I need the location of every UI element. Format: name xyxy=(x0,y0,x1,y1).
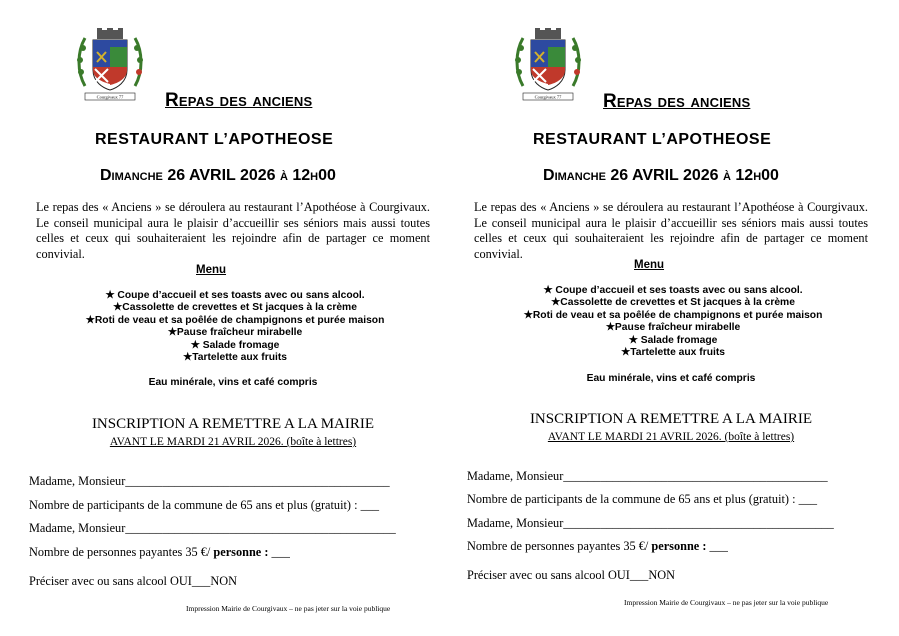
paying-field xyxy=(467,539,728,554)
inscription-title: INSCRIPTION A REMETTRE A LA MAIRIE xyxy=(529,411,813,427)
paying-label: Nombre de personnes payantes 35 €/ xyxy=(467,539,649,553)
menu-item: ★Pause fraîcheur mirabelle xyxy=(605,322,741,334)
flyer-right xyxy=(450,0,899,636)
menu-item: ★Pause fraîcheur mirabelle xyxy=(167,327,303,339)
inscription-deadline: AVANT LE MARDI 21 AVRIL 2026. (boîte à lettres) xyxy=(109,436,357,448)
menu-item: ★Cassolette de crevettes et St jacques à la crème xyxy=(113,302,357,314)
paying-blank: ___ xyxy=(706,539,728,553)
name-field-2: Madame, Monsieur____________________________________________ xyxy=(467,516,834,530)
footer-note: Impression Mairie de Courgivaux – ne pas jeter sur la voie publique xyxy=(186,604,391,613)
menu-title: Menu xyxy=(196,264,227,276)
event-date: Dimanche 26 AVRIL 2026 à 12h00 xyxy=(543,167,779,184)
menu-item: ★Roti de veau et sa poêlée de champignons et purée maison xyxy=(85,314,385,326)
menu-item: ★Tartelette aux fruits xyxy=(182,352,288,364)
name-field-1: Madame, Monsieur___________________________________________ xyxy=(467,469,828,483)
menu-item: ★Tartelette aux fruits xyxy=(620,347,726,359)
drinks-note: Eau minérale, vins et café compris xyxy=(586,373,756,384)
drinks-note: Eau minérale, vins et café compris xyxy=(148,377,318,388)
name-field-1: Madame, Monsieur___________________________________________ xyxy=(29,474,390,488)
inscription-deadline: AVANT LE MARDI 21 AVRIL 2026. (boîte à lettres) xyxy=(547,431,795,443)
svg-text:Courgivaux 77: Courgivaux 77 xyxy=(534,94,562,100)
event-title: Repas des anciens xyxy=(603,91,751,112)
event-date: Dimanche 26 AVRIL 2026 à 12h00 xyxy=(100,167,336,184)
intro-paragraph: Le repas des « Anciens » se déroulera au restaurant l’Apothéose à Courgivaux. Le conseil municipal aura le plaisir d’accueillir ses séniors mais aussi toutes celles et ceux qui souhaiteraient les rejoindre afin de partager ce moment convivial. xyxy=(36,200,430,261)
event-title: Repas des anciens xyxy=(165,90,313,111)
menu-item: ★ Coupe d’accueil et ses toasts avec ou sans alcool. xyxy=(105,290,365,301)
footer-note: Impression Mairie de Courgivaux – ne pas jeter sur la voie publique xyxy=(624,598,829,607)
intro-paragraph: Le repas des « Anciens » se déroulera au restaurant l’Apothéose à Courgivaux. Le conseil municipal aura le plaisir d’accueillir ses séniors mais aussi toutes celles et ceux qui souhaiteraient les rejoindre afin de partager ce moment convivial. xyxy=(474,200,868,261)
menu-item: ★Roti de veau et sa poêlée de champignons et purée maison xyxy=(523,309,823,321)
coat-of-arms-logo xyxy=(513,28,583,104)
menu-title: Menu xyxy=(634,259,665,271)
participants-field: Nombre de participants de la commune de 65 ans et plus (gratuit) : ___ xyxy=(467,492,818,506)
paying-label: Nombre de personnes payantes 35 €/ xyxy=(29,545,211,559)
flyer-left xyxy=(0,0,449,636)
menu-item: ★Cassolette de crevettes et St jacques à la crème xyxy=(551,297,795,309)
participants-field: Nombre de participants de la commune de 65 ans et plus (gratuit) : ___ xyxy=(29,498,380,512)
alcohol-field: Préciser avec ou sans alcool OUI___NON xyxy=(467,568,675,582)
alcohol-field: Préciser avec ou sans alcool OUI___NON xyxy=(29,574,237,588)
paying-blank: ___ xyxy=(268,545,290,559)
menu-list xyxy=(478,285,868,359)
paying-label-bold: personne : xyxy=(651,539,707,553)
menu-list xyxy=(40,290,430,364)
restaurant-name: RESTAURANT L’APOTHEOSE xyxy=(95,131,334,148)
menu-item: ★ Salade fromage xyxy=(628,334,718,346)
paying-label-bold: personne : xyxy=(213,545,269,559)
inscription-title: INSCRIPTION A REMETTRE A LA MAIRIE xyxy=(91,416,375,432)
paying-field xyxy=(29,545,290,560)
coat-of-arms-logo xyxy=(75,28,145,104)
name-field-2: Madame, Monsieur____________________________________________ xyxy=(29,521,396,535)
menu-item: ★ Coupe d’accueil et ses toasts avec ou sans alcool. xyxy=(543,285,803,296)
menu-item: ★ Salade fromage xyxy=(190,339,280,351)
restaurant-name: RESTAURANT L’APOTHEOSE xyxy=(533,131,772,148)
svg-text:Courgivaux 77: Courgivaux 77 xyxy=(96,94,124,100)
